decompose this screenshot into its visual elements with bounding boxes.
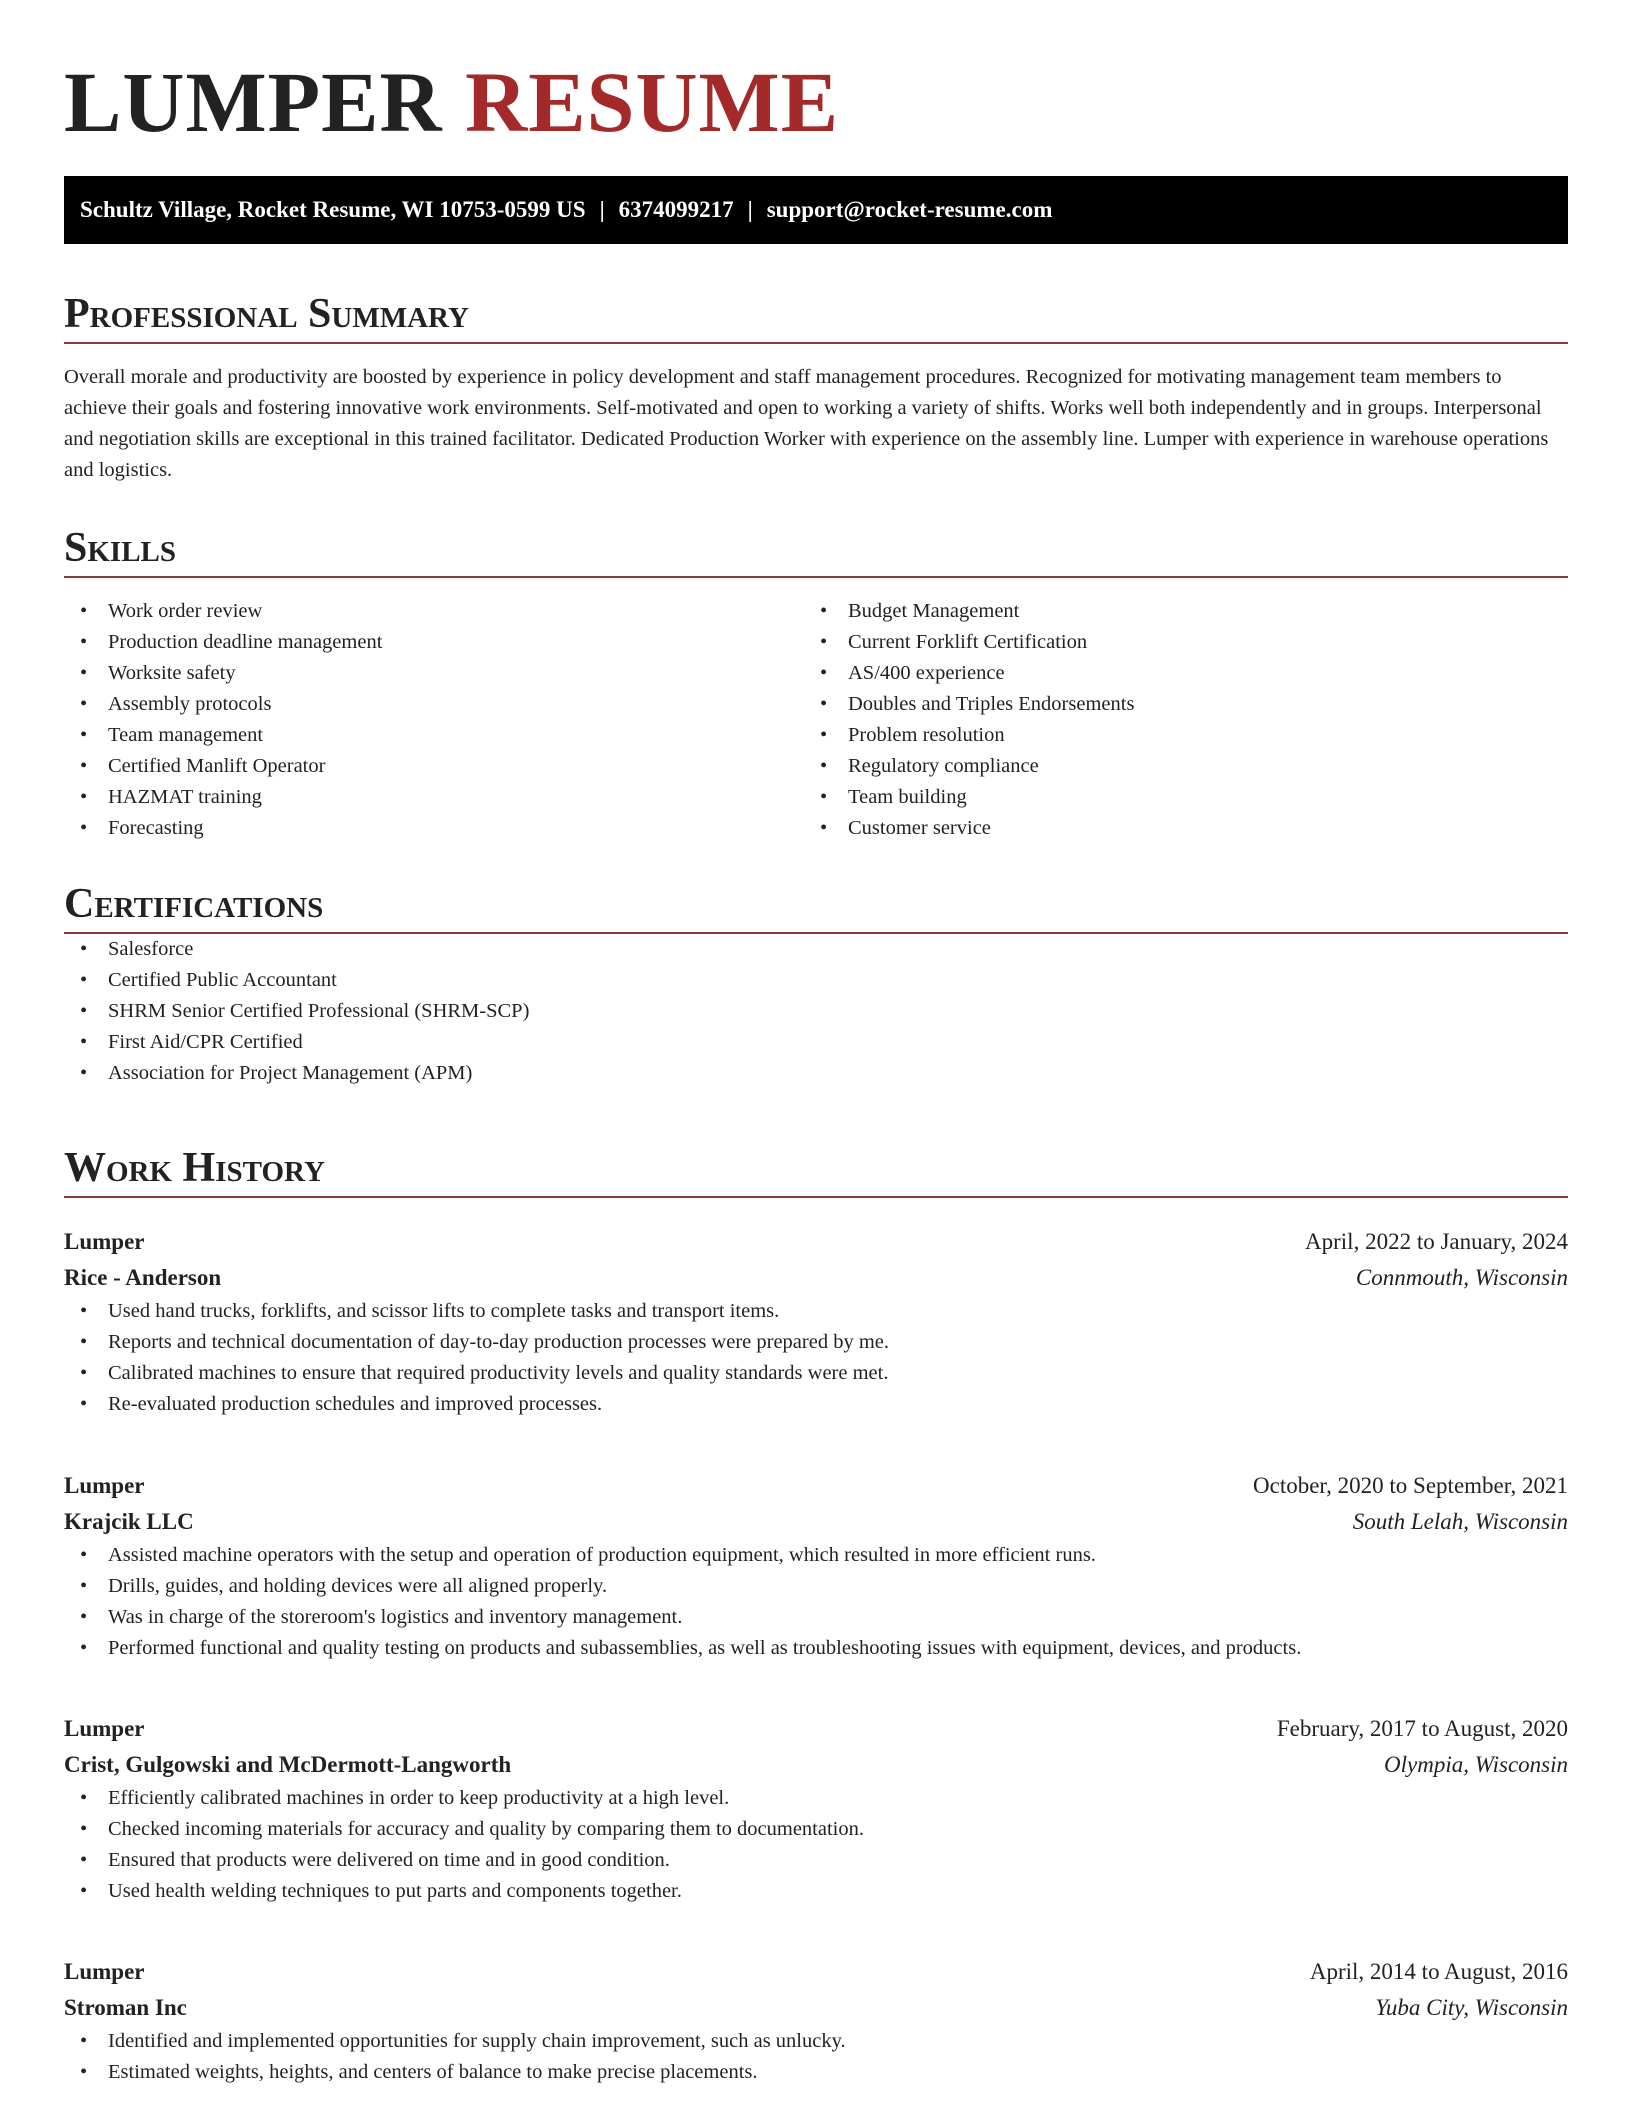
certification-item: • Association for Project Management (APM) [64, 1058, 1568, 1089]
job-company-row [64, 1260, 1568, 1296]
job-bullet: • Calibrated machines to ensure that required productivity levels and quality standards were met. [64, 1358, 1568, 1389]
certification-item: • First Aid/CPR Certified [64, 1027, 1568, 1058]
job-bullets [64, 1540, 1568, 1664]
summary-text: Overall morale and productivity are boosted by experience in policy development and staff management procedures. Recognized for motivating management team members to achieve their goals and fostering innovative work environments. Self-motivated and open to working a variety of shifts. Works well both independently and in groups. Interpersonal and negotiation skills are exceptional in this trained facilitator. Dedicated Production Worker with experience on the assembly line. Lumper with experience in warehouse operations and logistics. [64, 366, 1549, 481]
work-history-section [64, 1140, 1568, 1198]
job-bullet: • Was in charge of the storeroom's logistics and inventory management. [64, 1602, 1568, 1633]
job-company: Stroman Inc [64, 1995, 187, 2020]
skills-list-right [804, 596, 1544, 844]
job-header-row [64, 1711, 1568, 1747]
name-first: LUMPER [64, 54, 443, 150]
job-header-row [64, 1224, 1568, 1260]
skills-heading: Skills [64, 520, 1568, 578]
certifications-section [64, 876, 1568, 1089]
job-company: Krajcik LLC [64, 1509, 194, 1534]
summary-section [64, 286, 1568, 486]
job-company-row [64, 1504, 1568, 1540]
skill-item: • AS/400 experience [804, 658, 1544, 689]
job-bullet: • Re-evaluated production schedules and improved processes. [64, 1389, 1568, 1420]
skill-item: • Current Forklift Certification [804, 627, 1544, 658]
job-dates: April, 2014 to August, 2016 [1309, 1959, 1568, 1984]
job-bullet: • Checked incoming materials for accuracy and quality by comparing them to documentation. [64, 1814, 1568, 1845]
skill-item: • Budget Management [804, 596, 1544, 627]
skill-item: • Team management [64, 720, 804, 751]
certification-item: • Certified Public Accountant [64, 965, 1568, 996]
job-company: Crist, Gulgowski and McDermott-Langworth [64, 1752, 512, 1777]
job-company-row [64, 1747, 1568, 1783]
skill-item: • Certified Manlift Operator [64, 751, 804, 782]
job-bullet: • Estimated weights, heights, and centers of balance to make precise placements. [64, 2057, 1568, 2088]
certification-item: • Salesforce [64, 934, 1568, 965]
job-header-row [64, 1954, 1568, 1990]
skill-item: • Customer service [804, 813, 1544, 844]
job-bullet: • Efficiently calibrated machines in order to keep productivity at a high level. [64, 1783, 1568, 1814]
job-company: Rice - Anderson [64, 1265, 222, 1290]
job-bullet: • Ensured that products were delivered on time and in good condition. [64, 1845, 1568, 1876]
job-bullets [64, 1783, 1568, 1907]
contact-phone: 6374099217 [618, 197, 734, 222]
summary-heading: Professional Summary [64, 286, 1568, 344]
certification-item: • SHRM Senior Certified Professional (SHRM-SCP) [64, 996, 1568, 1027]
contact-separator: | [747, 197, 753, 222]
job-company-row [64, 1990, 1568, 2026]
job-location: Olympia, Wisconsin [1384, 1752, 1568, 1777]
job-bullet: • Assisted machine operators with the setup and operation of production equipment, which resulted in more efficient runs. [64, 1540, 1568, 1571]
skills-section [64, 520, 1568, 844]
job-bullet: • Performed functional and quality testing on products and subassemblies, as well as troubleshooting issues with equipment, devices, and products. [64, 1633, 1568, 1664]
job-dates: February, 2017 to August, 2020 [1276, 1716, 1568, 1741]
job-entry [64, 1224, 1568, 1420]
skills-columns [64, 596, 1568, 844]
contact-separator: | [599, 197, 605, 222]
job-location: South Lelah, Wisconsin [1352, 1509, 1568, 1534]
skill-item: • Production deadline management [64, 627, 804, 658]
job-title: Lumper [64, 1229, 145, 1254]
job-bullet: • Identified and implemented opportunities for supply chain improvement, such as unlucky. [64, 2026, 1568, 2057]
skill-item: • Problem resolution [804, 720, 1544, 751]
name-last: RESUME [465, 54, 840, 150]
contact-email[interactable]: support@rocket-resume.com [766, 197, 1053, 222]
job-entry [64, 1954, 1568, 2088]
job-title: Lumper [64, 1959, 145, 1984]
skill-item: • Regulatory compliance [804, 751, 1544, 782]
job-bullet: • Used hand trucks, forklifts, and scissor lifts to complete tasks and transport items. [64, 1296, 1568, 1327]
job-bullet: • Used health welding techniques to put parts and components together. [64, 1876, 1568, 1907]
job-location: Yuba City, Wisconsin [1375, 1995, 1568, 2020]
contact-address: Schultz Village, Rocket Resume, WI 10753-0599 US [80, 197, 586, 222]
skills-list-left [64, 596, 804, 844]
job-dates: April, 2022 to January, 2024 [1305, 1229, 1568, 1254]
skill-item: • Work order review [64, 596, 804, 627]
skill-item: • Doubles and Triples Endorsements [804, 689, 1544, 720]
resume-name [64, 50, 839, 154]
job-location: Connmouth, Wisconsin [1355, 1265, 1568, 1290]
job-header-row [64, 1468, 1568, 1504]
job-entry [64, 1711, 1568, 1907]
skill-item: • Forecasting [64, 813, 804, 844]
job-title: Lumper [64, 1716, 145, 1741]
job-dates: October, 2020 to September, 2021 [1253, 1473, 1568, 1498]
work-history-heading: Work History [64, 1140, 1568, 1198]
certifications-heading: Certifications [64, 876, 1568, 934]
job-entry [64, 1468, 1568, 1664]
job-bullets [64, 2026, 1568, 2088]
skill-item: • Assembly protocols [64, 689, 804, 720]
job-bullet: • Reports and technical documentation of day-to-day production processes were prepared by me. [64, 1327, 1568, 1358]
skill-item: • Team building [804, 782, 1544, 813]
job-bullets [64, 1296, 1568, 1420]
job-title: Lumper [64, 1473, 145, 1498]
contact-bar [64, 176, 1568, 244]
job-bullet: • Drills, guides, and holding devices were all aligned properly. [64, 1571, 1568, 1602]
skill-item: • Worksite safety [64, 658, 804, 689]
certifications-list [64, 934, 1568, 1089]
skill-item: • HAZMAT training [64, 782, 804, 813]
